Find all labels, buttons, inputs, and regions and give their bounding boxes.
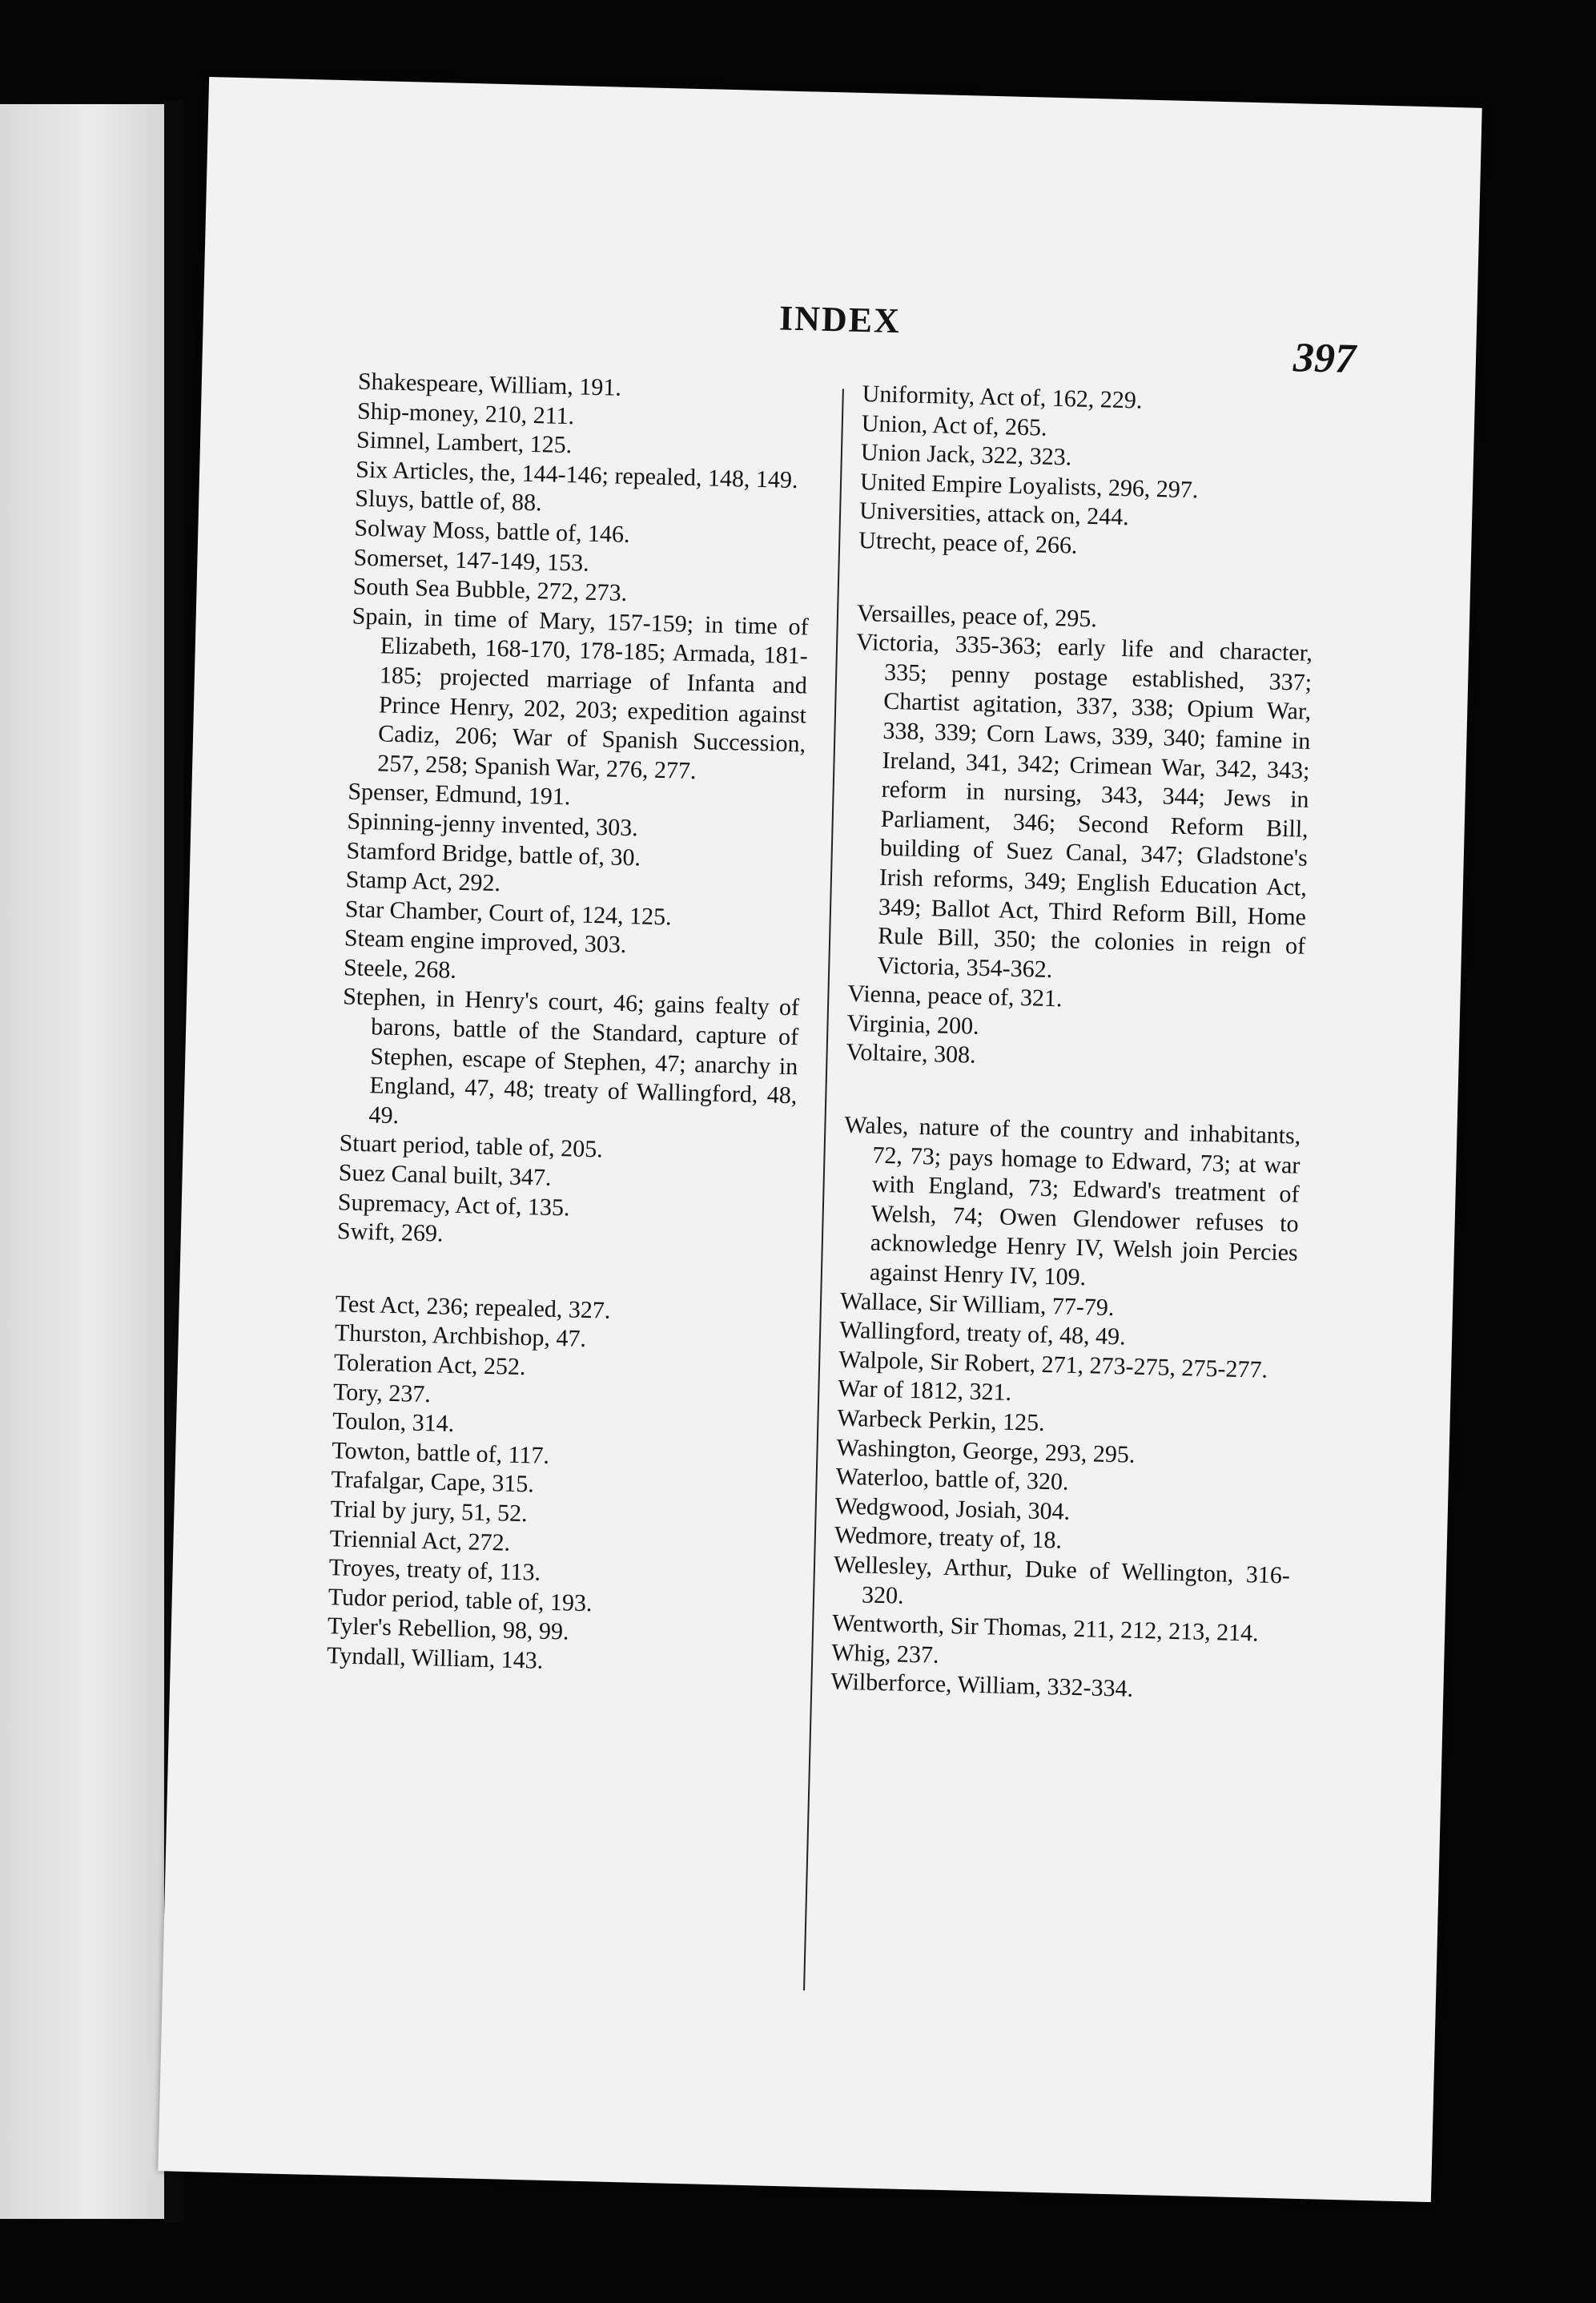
index-page [158,77,1481,2202]
index-entry: Simnel, Lambert, 125. [356,426,573,459]
index-entry: Wellesley, Arthur, Duke of Wellington, 316-320. [833,1551,1291,1609]
page-title: INDEX [778,298,902,341]
index-entry: Wedgwood, Josiah, 304. [834,1492,1071,1525]
left-index-column [325,368,814,1725]
index-entry: Star Chamber, Court of, 124, 125. [344,896,673,931]
index-entry: Spinning-jenny invented, 303. [347,807,639,842]
index-entry: Steele, 268. [343,954,457,984]
index-entry: Toulon, 314. [332,1407,455,1438]
index-letter-group [846,598,1313,1078]
index-entry: Tyndall, William, 143. [326,1642,544,1674]
index-entry: Shakespeare, William, 191. [357,368,622,401]
index-entry: Spain, in time of Mary, 157-159; in time of Elizabeth, 168-170, 178-185; Armada, 181-185; projected marriage of Infanta and Prince Henry, 202, 203; expedition against Cadiz, 206; War of Spanish Succession, 257, 258; Spanish War, 276, 277. [352,602,810,784]
index-entry: Utrecht, peace of, 266. [858,526,1078,559]
index-entry: Towton, battle of, 117. [331,1437,550,1469]
index-entry: Vienna, peace of, 321. [847,980,1063,1013]
index-entry: Virginia, 200. [846,1009,980,1040]
index-entry: South Sea Bubble, 272, 273. [352,573,628,607]
index-entry: Wedmore, treaty of, 18. [834,1521,1063,1554]
index-letter-group [858,380,1319,566]
page-number: 397 [1292,335,1357,383]
index-entry: Spenser, Edmund, 191. [348,778,571,811]
index-entry: Wallace, Sir William, 77-79. [839,1287,1115,1321]
index-entry: Test Act, 236; repealed, 327. [335,1290,611,1324]
index-entry: Solway Moss, battle of, 146. [354,514,630,548]
index-entry: Steam engine improved, 303. [344,924,627,959]
index-letter-group [830,1111,1301,1709]
index-entry: Triennial Act, 272. [329,1524,511,1556]
index-entry: Warbeck Perkin, 125. [837,1404,1046,1436]
index-entry: Voltaire, 308. [846,1039,976,1069]
right-index-column [830,380,1319,1751]
index-entry: Walpole, Sir Robert, 271, 273-275, 275-277. [838,1346,1268,1383]
index-entry: Trafalgar, Cape, 315. [331,1466,535,1498]
index-entry: Union, Act of, 265. [861,409,1047,441]
index-entry: Tudor period, table of, 193. [328,1583,593,1617]
column-divider [803,389,844,1990]
index-entry: Trial by jury, 51, 52. [330,1496,529,1528]
index-entry: Supremacy, Act of, 135. [337,1188,570,1222]
index-entry: Wales, nature of the country and inhabitants, 72, 73; pays homage to Edward, 73; at war with England, 73; Edward's treatment of Welsh, 74; Owen Glendower refuses to acknowledge Henry IV, Welsh join Percies against Henry IV, 109. [844,1111,1301,1291]
index-entry: Thurston, Archbishop, 47. [334,1319,587,1353]
index-entry: Wilberforce, William, 332-334. [830,1668,1134,1703]
index-entry: Suez Canal built, 347. [338,1159,552,1191]
index-entry: War of 1812, 321. [838,1375,1012,1407]
index-entry: Six Articles, the, 144-146; repealed, 148, 149. [355,456,798,493]
index-entry: Union Jack, 322, 323. [860,439,1072,471]
index-entry: United Empire Loyalists, 296, 297. [859,468,1199,504]
index-letter-group [337,368,815,1258]
index-entry: Toleration Act, 252. [333,1349,526,1381]
index-entry: Washington, George, 293, 295. [836,1434,1136,1468]
index-entry: Ship-money, 210, 211. [356,397,575,429]
index-entry: Versailles, peace of, 295. [856,599,1098,632]
index-entry: Stephen, in Henry's court, 46; gains fealty of barons, battle of the Standard, capture of Stephen, escape of Stephen, 47; anarchy in England, 47, 48; treaty of Wallingford, 48, 49. [342,983,800,1129]
index-entry: Victoria, 335-363; early life and character, 335; penny postage established, 337; Chartist agitation, 337, 338; Opium War, 338, 339; Corn Laws, 339, 340; famine in Ireland, 341, 342; Crimean War, 342, 343; reform in nursing, 343, 344; Jews in Parliament, 346; Second Reform Bill, building of Suez Canal, 347; Gladstone's Irish reforms, 349; English Education Act, 349; Ballot Act, Third Reform Bill, Home Rule Bill, 350; the colonies in reign of Victoria, 354-362. [855,629,1313,983]
index-entry: Stamford Bridge, battle of, 30. [346,836,641,871]
index-entry: Swift, 269. [336,1218,444,1247]
previous-page-edge [0,104,164,2219]
index-entry: Waterloo, battle of, 320. [835,1463,1069,1496]
index-entry: Sluys, battle of, 88. [354,485,543,517]
index-entry: Whig, 237. [830,1639,939,1669]
index-entry: Universities, attack on, 244. [858,497,1130,531]
index-entry: Stamp Act, 292. [345,866,501,897]
index-entry: Somerset, 147-149, 153. [353,544,590,577]
index-letter-group [327,1290,792,1682]
index-entry: Wentworth, Sir Thomas, 211, 212, 213, 214. [831,1609,1260,1647]
index-entry: Tory, 237. [332,1378,432,1407]
index-entry: Stuart period, table of, 205. [339,1129,604,1163]
index-entry: Tyler's Rebellion, 98, 99. [327,1613,569,1645]
index-entry: Troyes, treaty of, 113. [328,1554,541,1586]
index-entry: Wallingford, treaty of, 48, 49. [838,1316,1126,1351]
index-entry: Uniformity, Act of, 162, 229. [862,380,1143,414]
